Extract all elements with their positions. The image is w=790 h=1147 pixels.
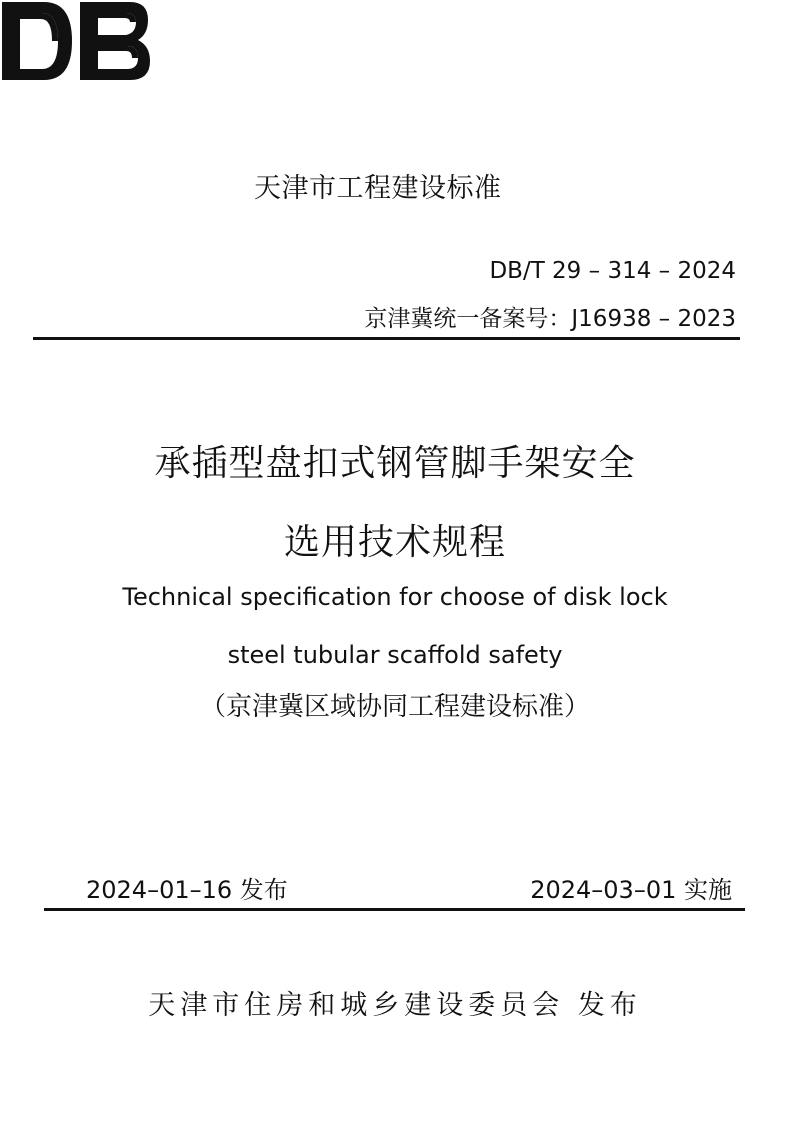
title-en-line1: Technical specification for choose of disk lock	[122, 583, 668, 611]
publish-date: 2024–01–16 发布	[86, 876, 288, 904]
title-cn-line1: 承插型盘扣式钢管脚手架安全	[154, 443, 636, 484]
publisher: 天津市住房和城乡建设委员会 发布	[148, 990, 642, 1021]
title-en-line2: steel tubular scaffold safety	[227, 641, 563, 669]
standard-number: DB/T 29 – 314 – 2024	[489, 258, 736, 284]
db-logo	[0, 0, 152, 82]
top-divider	[33, 337, 740, 340]
record-number: 京津冀统一备案号：J16938 – 2023	[364, 306, 736, 332]
title-scope: （京津冀区域协同工程建设标准）	[199, 692, 590, 722]
standard-category: 天津市工程建设标准	[254, 173, 502, 204]
title-cn-line2: 选用技术规程	[283, 522, 506, 563]
bottom-divider	[44, 908, 745, 911]
effective-date: 2024–03–01 实施	[530, 876, 732, 904]
